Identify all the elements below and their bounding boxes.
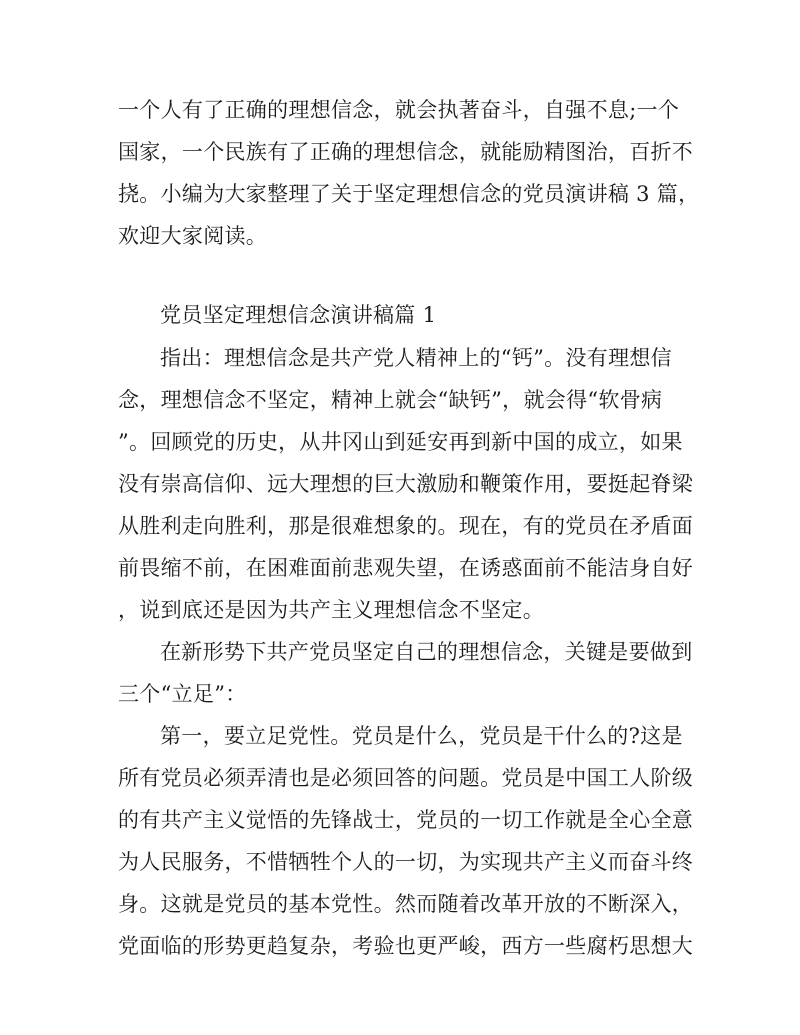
paragraph-3-line-2: 所有党员必须弄清也是必须回答的问题。党员是中国工人阶级 — [118, 766, 694, 790]
paragraph-3-line-1: 第一，要立足党性。党员是什么，党员是干什么的?这是 — [160, 724, 683, 748]
intro-line-1: 一个人有了正确的理想信念，就会执著奋斗，自强不息;一个 — [118, 98, 680, 122]
paragraph-3-line-3: 的有共产主义觉悟的先锋战士，党员的一切工作就是全心全意 — [118, 808, 694, 832]
paragraph-1-line-5: 从胜利走向胜利，那是很难想象的。现在，有的党员在矛盾面 — [118, 514, 694, 538]
paragraph-1-line-1: 指出：理想信念是共产党人精神上的“钙”。没有理想信 — [160, 346, 672, 370]
intro-line-3: 挠。小编为大家整理了关于坚定理想信念的党员演讲稿 3 篇， — [118, 182, 700, 206]
paragraph-1-line-6: 前畏缩不前，在困难面前悲观失望，在诱惑面前不能洁身自好 — [118, 556, 694, 580]
paragraph-3-line-5: 身。这就是党员的基本党性。然而随着改革开放的不断深入， — [118, 892, 694, 916]
paragraph-2-line-2: 三个“立足”： — [118, 682, 247, 706]
paragraph-3-line-4: 为人民服务，不惜牺牲个人的一切，为实现共产主义而奋斗终 — [118, 850, 694, 874]
paragraph-2-line-1: 在新形势下共产党员坚定自己的理想信念，关键是要做到 — [160, 640, 693, 664]
intro-line-4: 欢迎大家阅读。 — [118, 224, 268, 248]
paragraph-1-line-4: 没有崇高信仰、远大理想的巨大激励和鞭策作用，要挺起脊梁 — [118, 472, 694, 496]
paragraph-1-line-3: ”。回顾党的历史，从井冈山到延安再到新中国的成立，如果 — [118, 430, 683, 454]
paragraph-3-line-6: 党面临的形势更趋复杂，考验也更严峻，西方一些腐朽思想大 — [118, 934, 694, 958]
section-title: 党员坚定理想信念演讲稿篇 1 — [160, 303, 437, 327]
paragraph-1-line-2: 念，理想信念不坚定，精神上就会“缺钙”，就会得“软骨病 — [118, 388, 663, 412]
paragraph-1-line-7: ，说到底还是因为共产主义理想信念不坚定。 — [118, 598, 544, 622]
intro-line-2: 国家，一个民族有了正确的理想信念，就能励精图治，百折不 — [118, 140, 694, 164]
